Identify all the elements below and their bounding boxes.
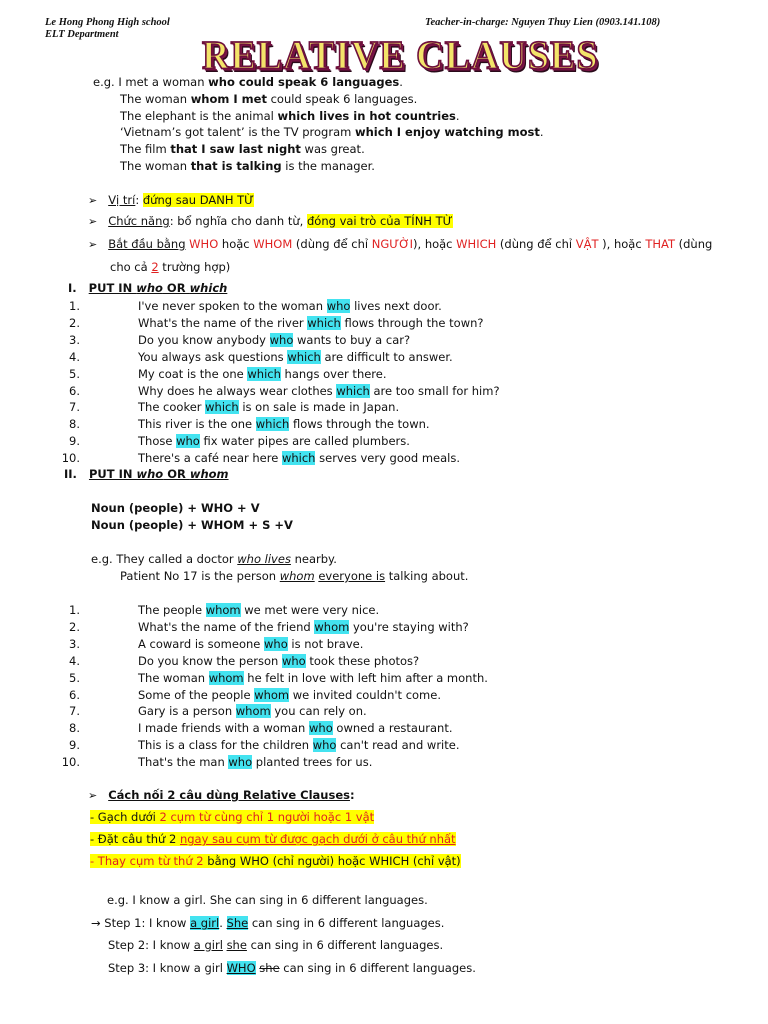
item-number: 3. <box>69 636 80 651</box>
item-text: You always ask questions which are difficult to answer. <box>138 349 453 364</box>
example-line-3: The elephant is the animal which lives in hot countries. <box>120 109 460 123</box>
item-number: 6. <box>69 383 80 398</box>
answer-highlight: which <box>287 349 321 364</box>
item-number: 8. <box>69 721 80 736</box>
answer-highlight: who <box>269 332 294 347</box>
answer-highlight: which <box>281 451 316 466</box>
arrow-bullet-icon: ➢ <box>88 194 98 207</box>
answer-highlight: which <box>255 417 290 432</box>
item-number: 6. <box>69 687 80 702</box>
item-text: I made friends with a woman who owned a restaurant. <box>138 721 453 736</box>
section-2-example-1: e.g. They called a doctor who lives nearby. <box>91 552 337 566</box>
rule-who: Noun (people) + WHO + V <box>91 501 260 515</box>
note-start-cont: cho cả 2 trường hợp) <box>110 260 231 274</box>
item-text: What's the name of the friend whom you're staying with? <box>138 619 469 634</box>
answer-highlight: whom <box>208 670 244 685</box>
item-text: The people whom we met were very nice. <box>138 603 380 617</box>
department-name: ELT Department <box>45 29 119 40</box>
item-number: 10. <box>61 451 80 466</box>
section-2-example-2: Patient No 17 is the person whom everyone is talking about. <box>120 569 469 583</box>
item-number: 4. <box>69 349 80 364</box>
item-text: A coward is someone who is not brave. <box>138 636 364 651</box>
school-name: Le Hong Phong High school <box>45 17 170 28</box>
item-text: My coat is the one which hangs over there. <box>138 366 387 381</box>
item-text: Do you know anybody who wants to buy a car? <box>138 332 411 347</box>
answer-highlight: whom <box>314 619 350 634</box>
answer-highlight: who <box>281 653 306 668</box>
item-number: 9. <box>69 738 80 753</box>
example-line-4: ‘Vietnam’s got talent’ is the TV program which I enjoy watching most. <box>120 125 544 139</box>
answer-highlight: which <box>336 383 370 398</box>
item-number: 1. <box>69 299 80 313</box>
answer-highlight: which <box>307 315 341 330</box>
answer-highlight: who <box>326 299 351 313</box>
join-rule-3: - Thay cụm từ thứ 2 bằng WHO (chỉ người) hoặc WHICH (chỉ vật) <box>90 854 461 868</box>
section-1-heading: I. PUT IN who OR which <box>68 281 228 295</box>
item-text: I've never spoken to the woman who lives next door. <box>138 299 442 313</box>
item-text: What's the name of the river which flows through the town? <box>138 315 484 330</box>
answer-highlight: who <box>264 636 288 651</box>
item-number: 10. <box>61 755 80 770</box>
arrow-bullet-icon: ➢ <box>88 215 98 228</box>
answer-highlight: who <box>309 721 333 736</box>
item-text: Those who fix water pipes are called plumbers. <box>138 434 410 449</box>
item-text: Why does he always wear clothes which are too small for him? <box>138 383 500 398</box>
example-line-1: e.g. I met a woman who could speak 6 languages. <box>93 75 403 89</box>
item-text: The woman whom he felt in love with left him after a month. <box>138 670 488 685</box>
item-text: Some of the people whom we invited couldn't come. <box>138 687 441 702</box>
join-heading: ➢ Cách nối 2 câu dùng Relative Clauses: <box>88 788 355 802</box>
answer-highlight: whom <box>254 687 290 702</box>
item-number: 4. <box>69 653 80 668</box>
item-number: 1. <box>69 603 80 617</box>
section-2-heading: II. PUT IN who OR whom <box>64 467 229 481</box>
join-step-2: Step 2: I know a girl she can sing in 6 different languages. <box>108 938 444 952</box>
example-line-6: The woman that is talking is the manager. <box>120 159 375 173</box>
item-text: Do you know the person who took these photos? <box>138 653 420 668</box>
item-text: Gary is a person whom you can rely on. <box>138 704 367 719</box>
item-number: 9. <box>69 434 80 449</box>
join-rule-1: - Gạch dưới 2 cụm từ cùng chỉ 1 người hoặc 1 vật <box>90 810 375 824</box>
example-line-2: The woman whom I met could speak 6 languages. <box>120 92 418 106</box>
example-line-5: The film that I saw last night was great. <box>120 142 365 156</box>
page-title: RELATIVE CLAUSES <box>202 33 599 79</box>
item-number: 3. <box>69 332 80 347</box>
item-number: 2. <box>69 619 80 634</box>
rule-whom: Noun (people) + WHOM + S +V <box>91 518 293 532</box>
note-function: ➢ Chức năng: bổ nghĩa cho danh từ, đóng vai trò của TÍNH TỪ <box>88 214 453 228</box>
join-example: e.g. I know a girl. She can sing in 6 different languages. <box>107 893 428 907</box>
item-text: The cooker which is on sale is made in Japan. <box>138 400 400 415</box>
arrow-bullet-icon: ➢ <box>88 789 98 802</box>
arrow-bullet-icon: ➢ <box>88 238 98 251</box>
item-text: That's the man who planted trees for us. <box>138 755 373 770</box>
note-start: ➢ Bắt đầu bằng WHO hoặc WHOM (dùng để chỉ NGƯỜI), hoặc WHICH (dùng để chỉ VẬT ), hoặc THAT (dùng <box>88 237 713 251</box>
teacher-info: Teacher-in-charge: Nguyen Thuy Lien (0903.141.108) <box>425 17 661 28</box>
answer-highlight: who <box>228 755 253 770</box>
item-text: This river is the one which flows through the town. <box>138 417 430 432</box>
item-number: 5. <box>69 366 80 381</box>
answer-highlight: whom <box>235 704 271 719</box>
join-step-3: Step 3: I know a girl WHO she can sing in 6 different languages. <box>108 961 476 975</box>
answer-highlight: which <box>205 400 239 415</box>
item-number: 8. <box>69 417 80 432</box>
item-text: There's a café near here which serves very good meals. <box>138 451 461 466</box>
item-number: 7. <box>69 704 80 719</box>
answer-highlight: who <box>312 738 337 753</box>
answer-highlight: whom <box>205 603 241 617</box>
join-rule-2: - Đặt câu thứ 2 ngay sau cụm từ được gạch dưới ở câu thứ nhất <box>90 832 456 846</box>
item-number: 5. <box>69 670 80 685</box>
note-position: ➢ Vị trí: đứng sau DANH TỪ <box>88 193 255 207</box>
answer-highlight: who <box>176 434 200 449</box>
item-text: This is a class for the children who can't read and write. <box>138 738 460 753</box>
answer-highlight: which <box>247 366 281 381</box>
join-step-1: → Step 1: I know a girl. She can sing in 6 different languages. <box>91 916 445 930</box>
item-number: 7. <box>69 400 80 415</box>
item-number: 2. <box>69 315 80 330</box>
